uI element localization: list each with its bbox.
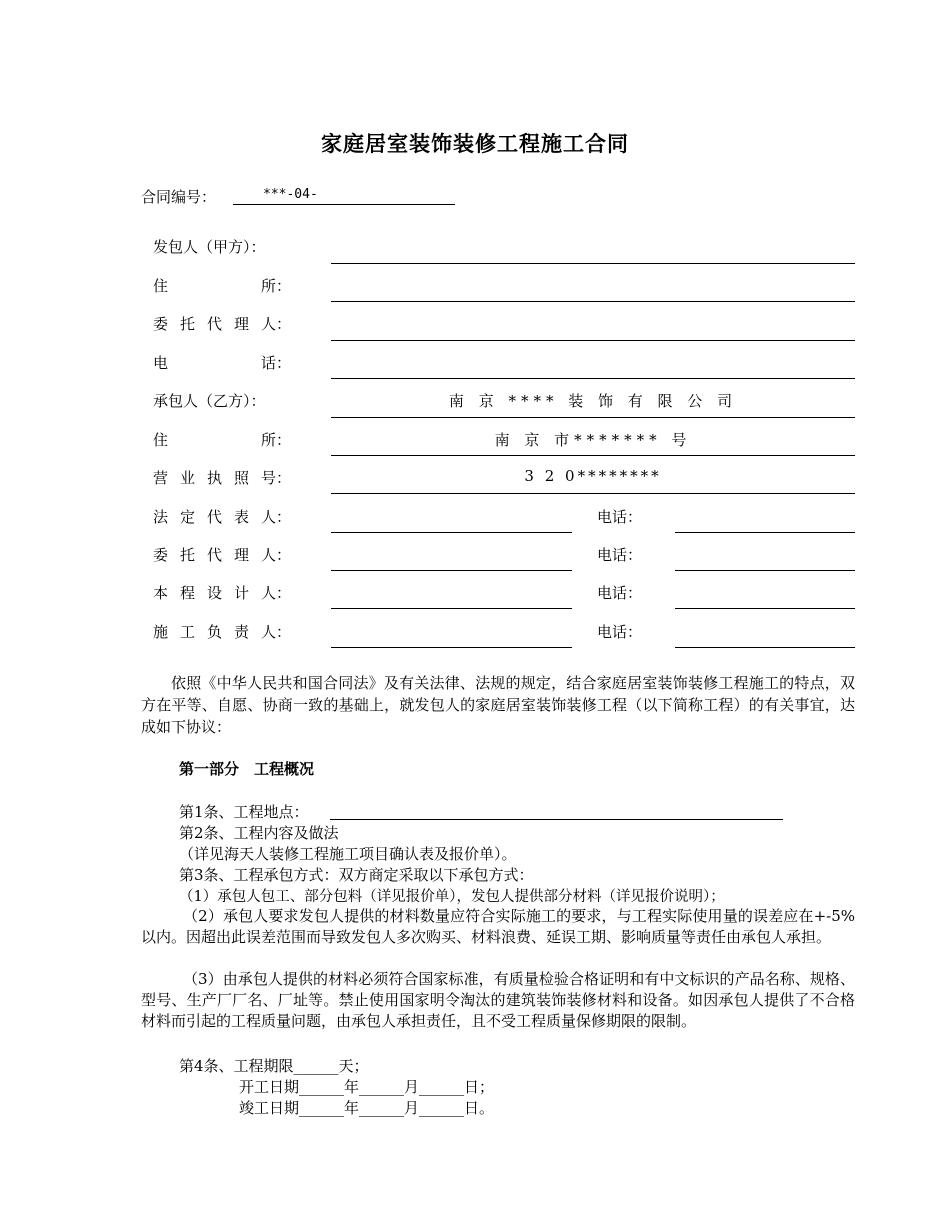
- contractor-line: [331, 417, 855, 418]
- article-1: 第1条、工程地点：: [179, 803, 309, 821]
- designer-label: 本 程 设 计 人：: [153, 584, 291, 602]
- article-3-item-1: （1）承包人包工、部分包料（详见报价单），发包人提供部分材料（详见报价说明）；: [179, 889, 725, 905]
- license-label: 营 业 执 照 号：: [153, 469, 291, 487]
- site-manager-label: 施 工 负 责 人：: [153, 623, 291, 641]
- section-heading: 第一部分 工程概况: [179, 760, 315, 778]
- employer-phone-label: 电 话：: [153, 354, 291, 372]
- contractor-name: 南 京 **** 装 饰 有 限 公 司: [448, 392, 738, 410]
- contractor-label: 承包人（乙方）：: [153, 392, 266, 410]
- article-2: 第2条、工程内容及做法: [179, 824, 339, 842]
- legal-rep-line: [331, 532, 572, 533]
- designer-phone-label: 电话：: [597, 584, 643, 602]
- contractor-agent-label: 委 托 代 理 人：: [153, 546, 291, 564]
- contractor-address-line: [331, 455, 855, 456]
- intro-paragraph: 依照《中华人民共和国合同法》及有关法律、法规的规定，结合家庭居室装饰装修工程施工的特点，双方在平等、自愿、协商一致的基础上，就发包人的家庭居室装饰装修工程（以下简称工程）的有关事宜，达成如下协议：: [141, 674, 855, 736]
- designer-phone-line: [675, 608, 855, 609]
- contractor-agent-line: [331, 570, 572, 571]
- employer-agent-line: [331, 340, 855, 341]
- employer-line: [331, 263, 855, 264]
- article-2-note: （详见海天人装修工程施工项目确认表及报价单）。: [179, 845, 517, 863]
- contract-no-value: ***-04-: [263, 187, 318, 202]
- contract-no-field: [233, 186, 455, 205]
- site-manager-phone-line: [675, 647, 855, 648]
- employer-address-label: 住 所：: [153, 277, 291, 295]
- contractor-agent-phone-label: 电话：: [597, 546, 643, 564]
- article-3-item-2: （2）承包人要求发包人提供的材料数量应符合实际施工的要求，与工程实际使用量的误差应在+-5%以内。因超出此误差范围而导致发包人多次购买、材料浪费、延误工期、影响质量等责任由承包人承担。: [141, 907, 855, 946]
- start-date: 开工日期______年______月______日；: [239, 1078, 495, 1096]
- article-1-line: [330, 819, 783, 820]
- contractor-agent-phone-line: [675, 570, 855, 571]
- license-line: [331, 493, 855, 494]
- employer-address-line: [331, 301, 855, 302]
- end-date: 竣工日期______年______月______日。: [239, 1099, 495, 1117]
- article-3: 第3条、工程承包方式：双方商定采取以下承包方式：: [179, 866, 534, 884]
- designer-line: [331, 608, 572, 609]
- page-title: 家庭居室装饰装修工程施工合同: [321, 131, 629, 156]
- contractor-address-label: 住 所：: [153, 431, 291, 449]
- employer-label: 发包人（甲方）：: [153, 238, 266, 256]
- article-4: 第4条、工程期限______天；: [179, 1057, 369, 1075]
- employer-phone-line: [331, 378, 855, 379]
- contract-no-label: 合同编号：: [141, 188, 217, 206]
- site-manager-line: [331, 647, 572, 648]
- article-3-item-3: （3）由承包人提供的材料必须符合国家标准，有质量检验合格证明和有中文标识的产品名称、规格、型号、生产厂厂名、厂址等。禁止使用国家明令淘汰的建筑装饰装修材料和设备。如因承包人提供了不合格材料而引起的工程质量问题，由承包人承担责任，且不受工程质量保修期限的限制。: [141, 970, 855, 1030]
- legal-rep-phone-line: [675, 532, 855, 533]
- legal-rep-label: 法 定 代 表 人：: [153, 508, 291, 526]
- site-manager-phone-label: 电话：: [597, 623, 643, 641]
- contractor-address: 南 京 市******* 号: [494, 431, 692, 449]
- employer-agent-label: 委 托 代 理 人：: [153, 315, 291, 333]
- legal-rep-phone-label: 电话：: [597, 508, 643, 526]
- license-value: 3 2 0********: [524, 467, 662, 485]
